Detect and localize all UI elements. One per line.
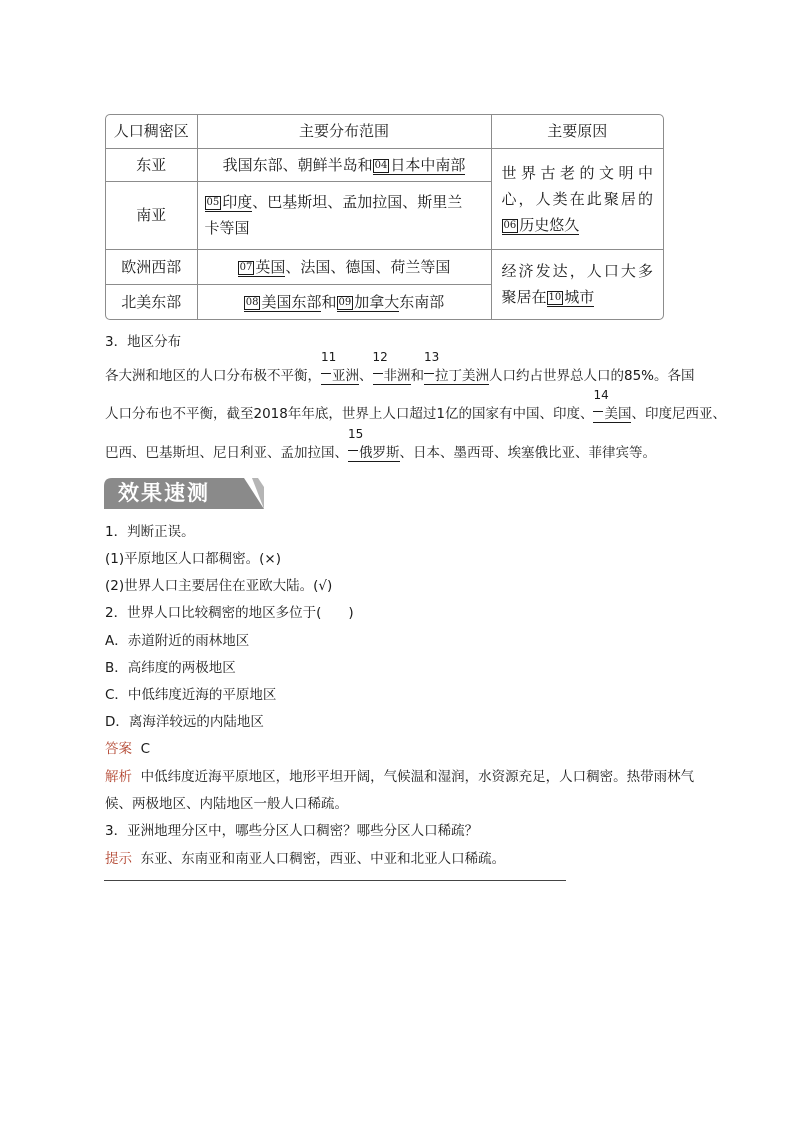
blank-answer: 美国 [604,406,632,422]
analysis-text: 中低纬度近海平原地区，地形平坦开阔，气候温和湿润，水资源充足，人口稠密。热带雨林气 [140,769,695,785]
population-table [105,114,664,320]
blank-number: 07 [239,261,253,273]
question-1: 1．判断正误。 [105,524,195,540]
option-b: B．高纬度的两极地区 [105,660,236,676]
region-western-europe: 欧洲西部 [106,249,197,284]
judgement-b: (2)世界人口主要居住在亚欧大陆。(√) [105,578,333,594]
blank-number: 11 [321,350,337,364]
answer-label: 答案 [105,741,132,757]
table-row [106,249,663,284]
divider [104,880,566,881]
blank [372,350,411,385]
hint-label: 提示 [105,851,132,867]
blank-number: 15 [348,427,364,441]
range-text: 、法国、德国、荷兰等国 [285,257,451,276]
text: 人口分布也不平衡，截至2018年年底，世界上人口超过1亿的国家有中国、印度、 [105,406,594,422]
blank [337,293,400,312]
blank [238,258,286,277]
header-region: 人口稠密区 [106,115,197,148]
blank-number: 13 [424,350,440,364]
reason-text: 聚居在 [501,288,547,306]
range-text: 东南部 [399,292,445,311]
reason-economy [491,249,663,319]
option-a: A．赤道附近的雨林地区 [105,633,250,649]
text: 和 [410,368,424,384]
blank-number: 10 [548,292,562,303]
text: 各大洲和地区的人口分布极不平衡， [105,368,321,384]
reason-line: 世界古老的文明中 [501,163,653,182]
reason-line: 心，人类在此聚居的 [501,189,653,208]
header-range: 主要分布范围 [197,115,491,148]
text: 人口约占世界总人口的85%。各国 [489,368,695,384]
blank [244,293,322,312]
hint-text: 东亚、东南亚和南亚人口稠密，西亚、中亚和北亚人口稀疏。 [140,851,506,867]
range-western-europe [197,249,491,284]
blank-number: 05 [206,197,220,208]
section-heading: 3．地区分布 [105,334,182,350]
range-text: 、巴基斯坦、孟加拉国、斯里兰 [252,193,463,211]
reason-line: 经济发达，人口大多 [501,262,653,280]
blank-number: 04 [374,159,388,171]
range-text: 卡等国 [204,219,250,237]
blank-answer: 亚洲 [332,368,359,384]
region-south-asia: 南亚 [106,181,197,249]
analysis-label: 解析 [105,769,132,785]
table-row [106,148,663,181]
text: 巴西、巴基斯坦、尼日利亚、孟加拉国、 [105,445,348,461]
text: 、 [359,368,373,384]
analysis-line-2: 候、两极地区、内陆地区一般人口稀疏。 [105,796,348,812]
analysis-line [105,765,694,785]
blank [593,388,632,423]
blank [321,350,359,385]
blank [424,350,489,385]
blank-answer: 日本中南部 [390,155,466,174]
region-east-asia: 东亚 [106,148,197,181]
question-2: 2．世界人口比较稠密的地区多位于( ) [105,605,354,621]
paragraph-line [105,388,726,423]
reason-civilization [491,148,663,249]
blank-answer: 俄罗斯 [359,445,400,461]
answer-line [105,737,150,757]
paragraph-line [105,427,656,462]
hint-line [105,847,505,867]
option-d: D．离海洋较远的内陆地区 [105,714,264,730]
population-grid [106,115,663,320]
blank-answer: 加拿大 [354,292,400,311]
range-text: 和 [321,292,337,311]
range-text: 我国东部、朝鲜半岛和 [222,155,373,174]
blank-answer: 城市 [564,288,595,306]
judgement-a: (1)平原地区人口都稠密。(×) [105,551,281,567]
blank-answer: 印度 [222,193,253,211]
blank-number: 14 [593,388,609,402]
blank-number: 08 [245,296,259,308]
region-north-america-east: 北美东部 [106,284,197,319]
blank-number: 06 [503,219,517,231]
text: 、日本、墨西哥、埃塞俄比亚、菲律宾等。 [399,445,656,461]
blank [205,193,253,212]
blank-answer: 美国东部 [261,292,322,311]
blank [373,156,466,175]
blank [348,427,400,462]
text: 、印度尼西亚、 [631,406,726,422]
blank [502,216,580,235]
blank-answer: 拉丁美洲 [435,368,489,384]
blank-answer: 历史悠久 [519,215,580,234]
answer-value: C [140,741,151,757]
question-3: 3．亚洲地理分区中，哪些分区人口稠密？哪些分区人口稀疏？ [105,823,479,839]
paragraph-line [105,350,695,385]
range-north-america-east [197,284,491,319]
header-reason: 主要原因 [491,115,663,148]
range-east-asia [197,148,491,181]
banner-title: 效果速测 [118,481,210,505]
blank-answer: 英国 [255,257,286,276]
option-c: C．中低纬度近海的平原地区 [105,687,277,703]
blank [547,288,595,307]
blank-answer: 非洲 [383,368,411,384]
blank-number: 09 [338,296,352,308]
range-south-asia [197,181,491,249]
blank-number: 12 [372,350,388,364]
